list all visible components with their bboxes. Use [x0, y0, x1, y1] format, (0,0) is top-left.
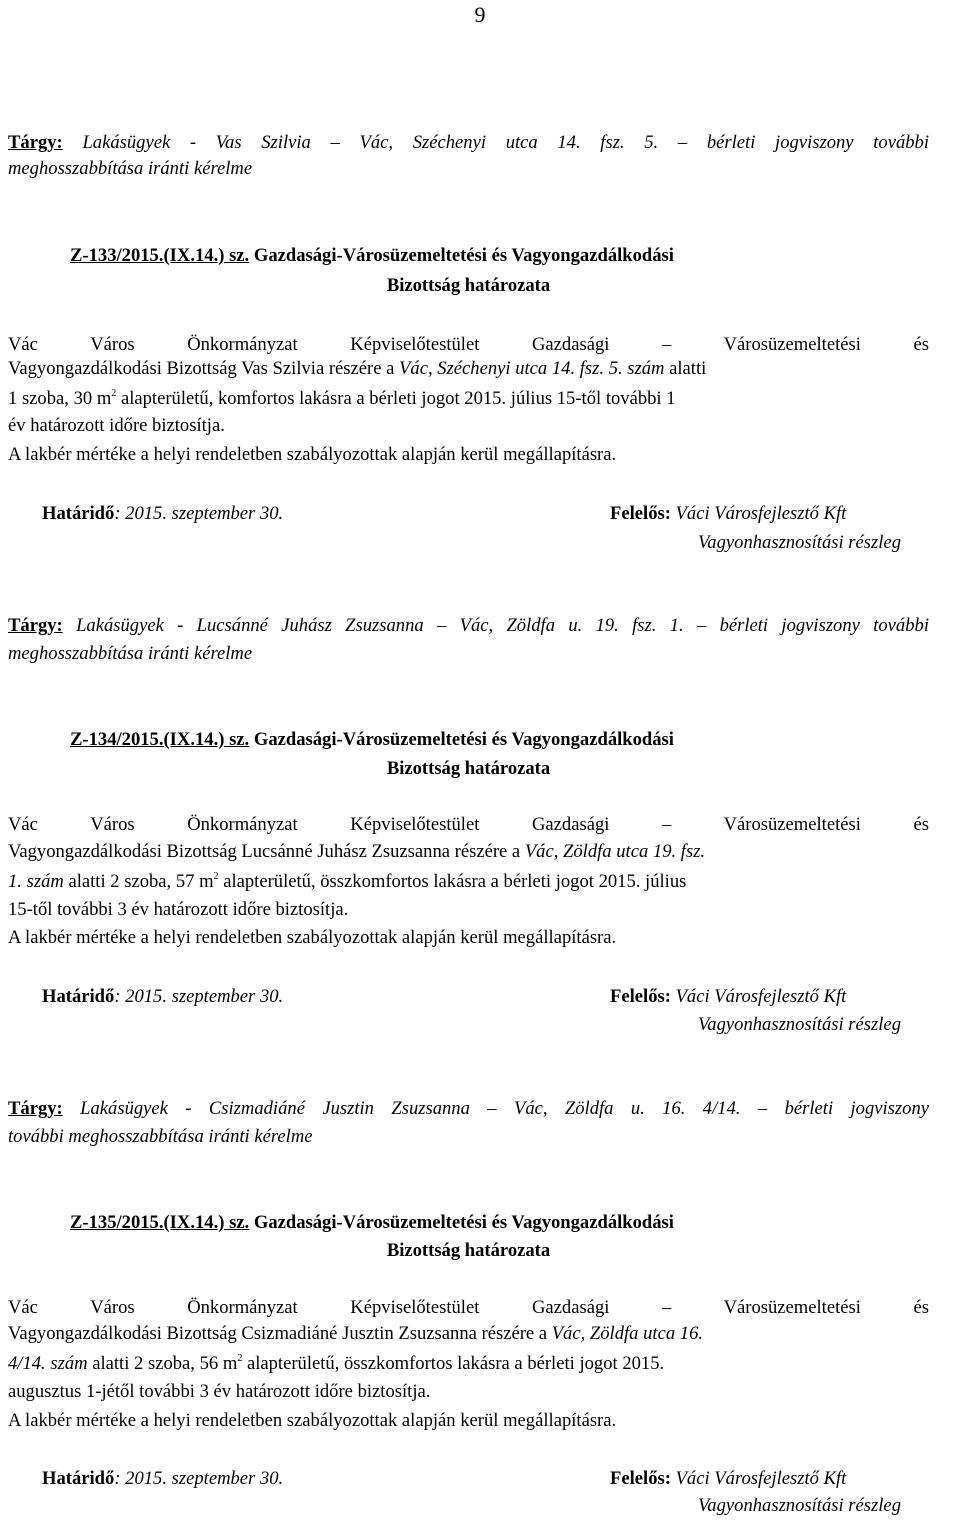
resolution-title: Bizottság határozata	[386, 1240, 551, 1261]
deadline-label: Határidő	[42, 503, 115, 524]
committee-name: Gazdasági-Városüzemeltetési és Vagyongazdálkodási	[253, 245, 674, 266]
body-line-2: Vagyongazdálkodási Bizottság Csizmadiáné Jusztin Zsuzsanna részére a Vác, Zöldfa utca 16.	[8, 1323, 704, 1344]
body-line-4: augusztus 1-jétől további 3 év határozott időre biztosítja.	[8, 1381, 431, 1402]
rent-line: A lakbér mértéke a helyi rendeletben szabályozottak alapján kerül megállapításra.	[8, 1410, 617, 1431]
subject-label: Tárgy:	[8, 615, 63, 636]
decision-number: Z-134/2015.(IX.14.) sz.	[70, 729, 250, 750]
responsible	[610, 985, 846, 1009]
responsible-label: Felelős:	[610, 986, 671, 1007]
subject-line-1	[8, 614, 929, 638]
committee-name: Gazdasági-Városüzemeltetési és Vagyongazdálkodási	[253, 729, 674, 750]
subject-line-1	[8, 1097, 929, 1121]
subject-text: Lakásügyek - Vas Szilvia – Vác, Széchenyi utca 14. fsz. 5. – bérleti jogviszony további	[82, 132, 930, 153]
body-line-1: Vác Város Önkormányzat Képviselőtestület Gazdasági – Városüzemeltetési és	[8, 814, 929, 835]
page-number: 9	[474, 2, 486, 27]
responsible-unit: Vagyonhasznosítási részleg	[698, 532, 901, 553]
subject-label: Tárgy:	[8, 1098, 63, 1119]
subject-label: Tárgy:	[8, 132, 63, 153]
responsible-value: Váci Városfejlesztő Kft	[670, 503, 847, 524]
subject-line-1	[8, 131, 929, 155]
responsible-unit: Vagyonhasznosítási részleg	[698, 1014, 901, 1035]
decision-number-line	[8, 1211, 929, 1235]
body-line-1: Vác Város Önkormányzat Képviselőtestület Gazdasági – Városüzemeltetési és	[8, 1297, 929, 1318]
committee-name: Gazdasági-Városüzemeltetési és Vagyongazdálkodási	[253, 1212, 674, 1233]
responsible-value: Váci Városfejlesztő Kft	[670, 986, 847, 1007]
body-line-4: 15-től további 3 év határozott időre biztosítja.	[8, 899, 349, 920]
subject-line-2: további meghosszabbítása iránti kérelme	[8, 1126, 313, 1147]
body-line-2: Vagyongazdálkodási Bizottság Lucsánné Juhász Zsuzsanna részére a Vác, Zöldfa utca 19. fsz.	[8, 841, 706, 862]
deadline-label: Határidő	[42, 986, 115, 1007]
rent-line: A lakbér mértéke a helyi rendeletben szabályozottak alapján kerül megállapításra.	[8, 444, 617, 465]
body-line-3: 4/14. szám alatti 2 szoba, 56 $m^2$ alapterületű, összkomfortos lakásra a bérleti jogot 2015.	[8, 1353, 665, 1374]
responsible	[610, 502, 846, 526]
responsible-value: Váci Városfejlesztő Kft	[670, 1468, 847, 1489]
rent-line: A lakbér mértéke a helyi rendeletben szabályozottak alapján kerül megállapításra.	[8, 927, 617, 948]
responsible-label: Felelős:	[610, 1468, 671, 1489]
deadline-label: Határidő	[42, 1468, 115, 1489]
responsible-label: Felelős:	[610, 503, 671, 524]
subject-line-2: meghosszabbítása iránti kérelme	[8, 643, 253, 664]
responsible-unit: Vagyonhasznosítási részleg	[698, 1495, 901, 1516]
deadline-value: : 2015. szeptember 30.	[114, 503, 284, 524]
resolution-title: Bizottság határozata	[386, 275, 551, 296]
subject-text: Lakásügyek - Csizmadiáné Jusztin Zsuzsanna – Vác, Zöldfa u. 16. 4/14. – bérleti jogviszony	[80, 1098, 929, 1119]
body-line-3: 1. szám alatti 2 szoba, 57 $m^2$ alapterületű, összkomfortos lakásra a bérleti jogot 2015. július	[8, 871, 687, 892]
body-line-2: Vagyongazdálkodási Bizottság Vas Szilvia részére a Vác, Széchenyi utca 14. fsz. 5. szám alatti	[8, 358, 707, 379]
decision-number-line	[8, 728, 929, 752]
subject-line-2: meghosszabbítása iránti kérelme	[8, 158, 253, 179]
decision-number-line	[8, 244, 929, 268]
body-line-3: 1 szoba, 30 $m^2$ alapterületű, komfortos lakásra a bérleti jogot 2015. július 15-től további 1	[8, 388, 676, 409]
deadline-value: : 2015. szeptember 30.	[114, 986, 284, 1007]
resolution-title: Bizottság határozata	[386, 758, 551, 779]
decision-number: Z-135/2015.(IX.14.) sz.	[70, 1212, 250, 1233]
responsible	[610, 1467, 846, 1491]
deadline-value: : 2015. szeptember 30.	[114, 1468, 284, 1489]
decision-number: Z-133/2015.(IX.14.) sz.	[70, 245, 250, 266]
body-line-1: Vác Város Önkormányzat Képviselőtestület Gazdasági – Városüzemeltetési és	[8, 334, 929, 355]
body-line-4: év határozott időre biztosítja.	[8, 415, 225, 436]
subject-text: Lakásügyek - Lucsánné Juhász Zsuzsanna – Vác, Zöldfa u. 19. fsz. 1. – bérleti jogviszony további	[76, 615, 929, 636]
